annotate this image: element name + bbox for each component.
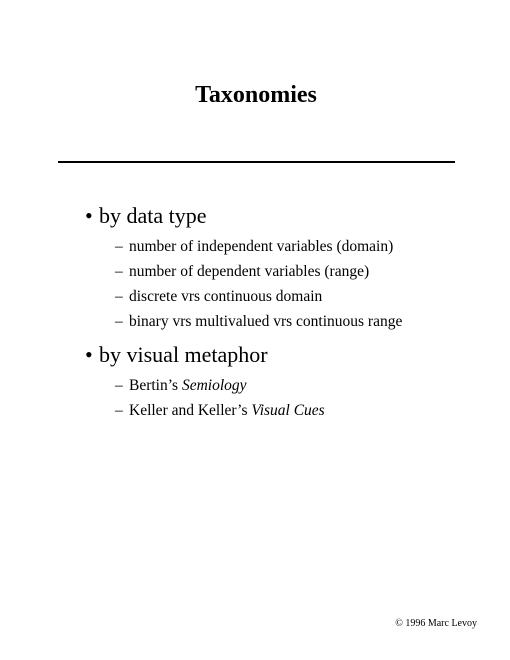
bullet-icon: • — [85, 342, 93, 367]
list-item — [115, 234, 505, 259]
list-item-text: number of independent variables (domain) — [129, 238, 394, 255]
dash-icon: – — [115, 238, 123, 255]
sub-bullet-list — [115, 373, 505, 423]
citation-author: Keller and Keller’s — [129, 402, 252, 419]
section-heading: by data type — [99, 203, 207, 228]
dash-icon: – — [115, 402, 123, 419]
list-item-text: binary vrs multivalued vrs continuous range — [129, 313, 403, 330]
list-item — [115, 284, 505, 309]
slide-title: Taxonomies — [195, 82, 317, 108]
list-item-text: discrete vrs continuous domain — [129, 288, 323, 305]
list-item — [115, 398, 505, 423]
section-heading-row — [85, 202, 505, 230]
dash-icon: – — [115, 377, 123, 394]
citation-title: Semiology — [181, 377, 247, 394]
dash-icon: – — [115, 288, 123, 305]
list-item — [115, 309, 505, 334]
copyright-footer: © 1996 Marc Levoy — [395, 618, 477, 629]
section-heading-row — [85, 341, 505, 369]
dash-icon: – — [115, 263, 123, 280]
dash-icon: – — [115, 313, 123, 330]
list-item-text — [129, 398, 325, 423]
section-heading: by visual metaphor — [99, 342, 268, 367]
citation-author: Bertin’s — [129, 377, 182, 394]
bullet-icon: • — [85, 203, 93, 228]
list-item — [115, 373, 505, 398]
list-item-text — [129, 373, 247, 398]
list-item-text: number of dependent variables (range) — [129, 263, 370, 280]
citation-title: Visual Cues — [251, 402, 325, 419]
title-divider — [58, 161, 455, 163]
sub-bullet-list — [115, 234, 505, 334]
section-visual-metaphor — [85, 341, 505, 423]
section-data-type — [85, 202, 505, 334]
list-item — [115, 259, 505, 284]
